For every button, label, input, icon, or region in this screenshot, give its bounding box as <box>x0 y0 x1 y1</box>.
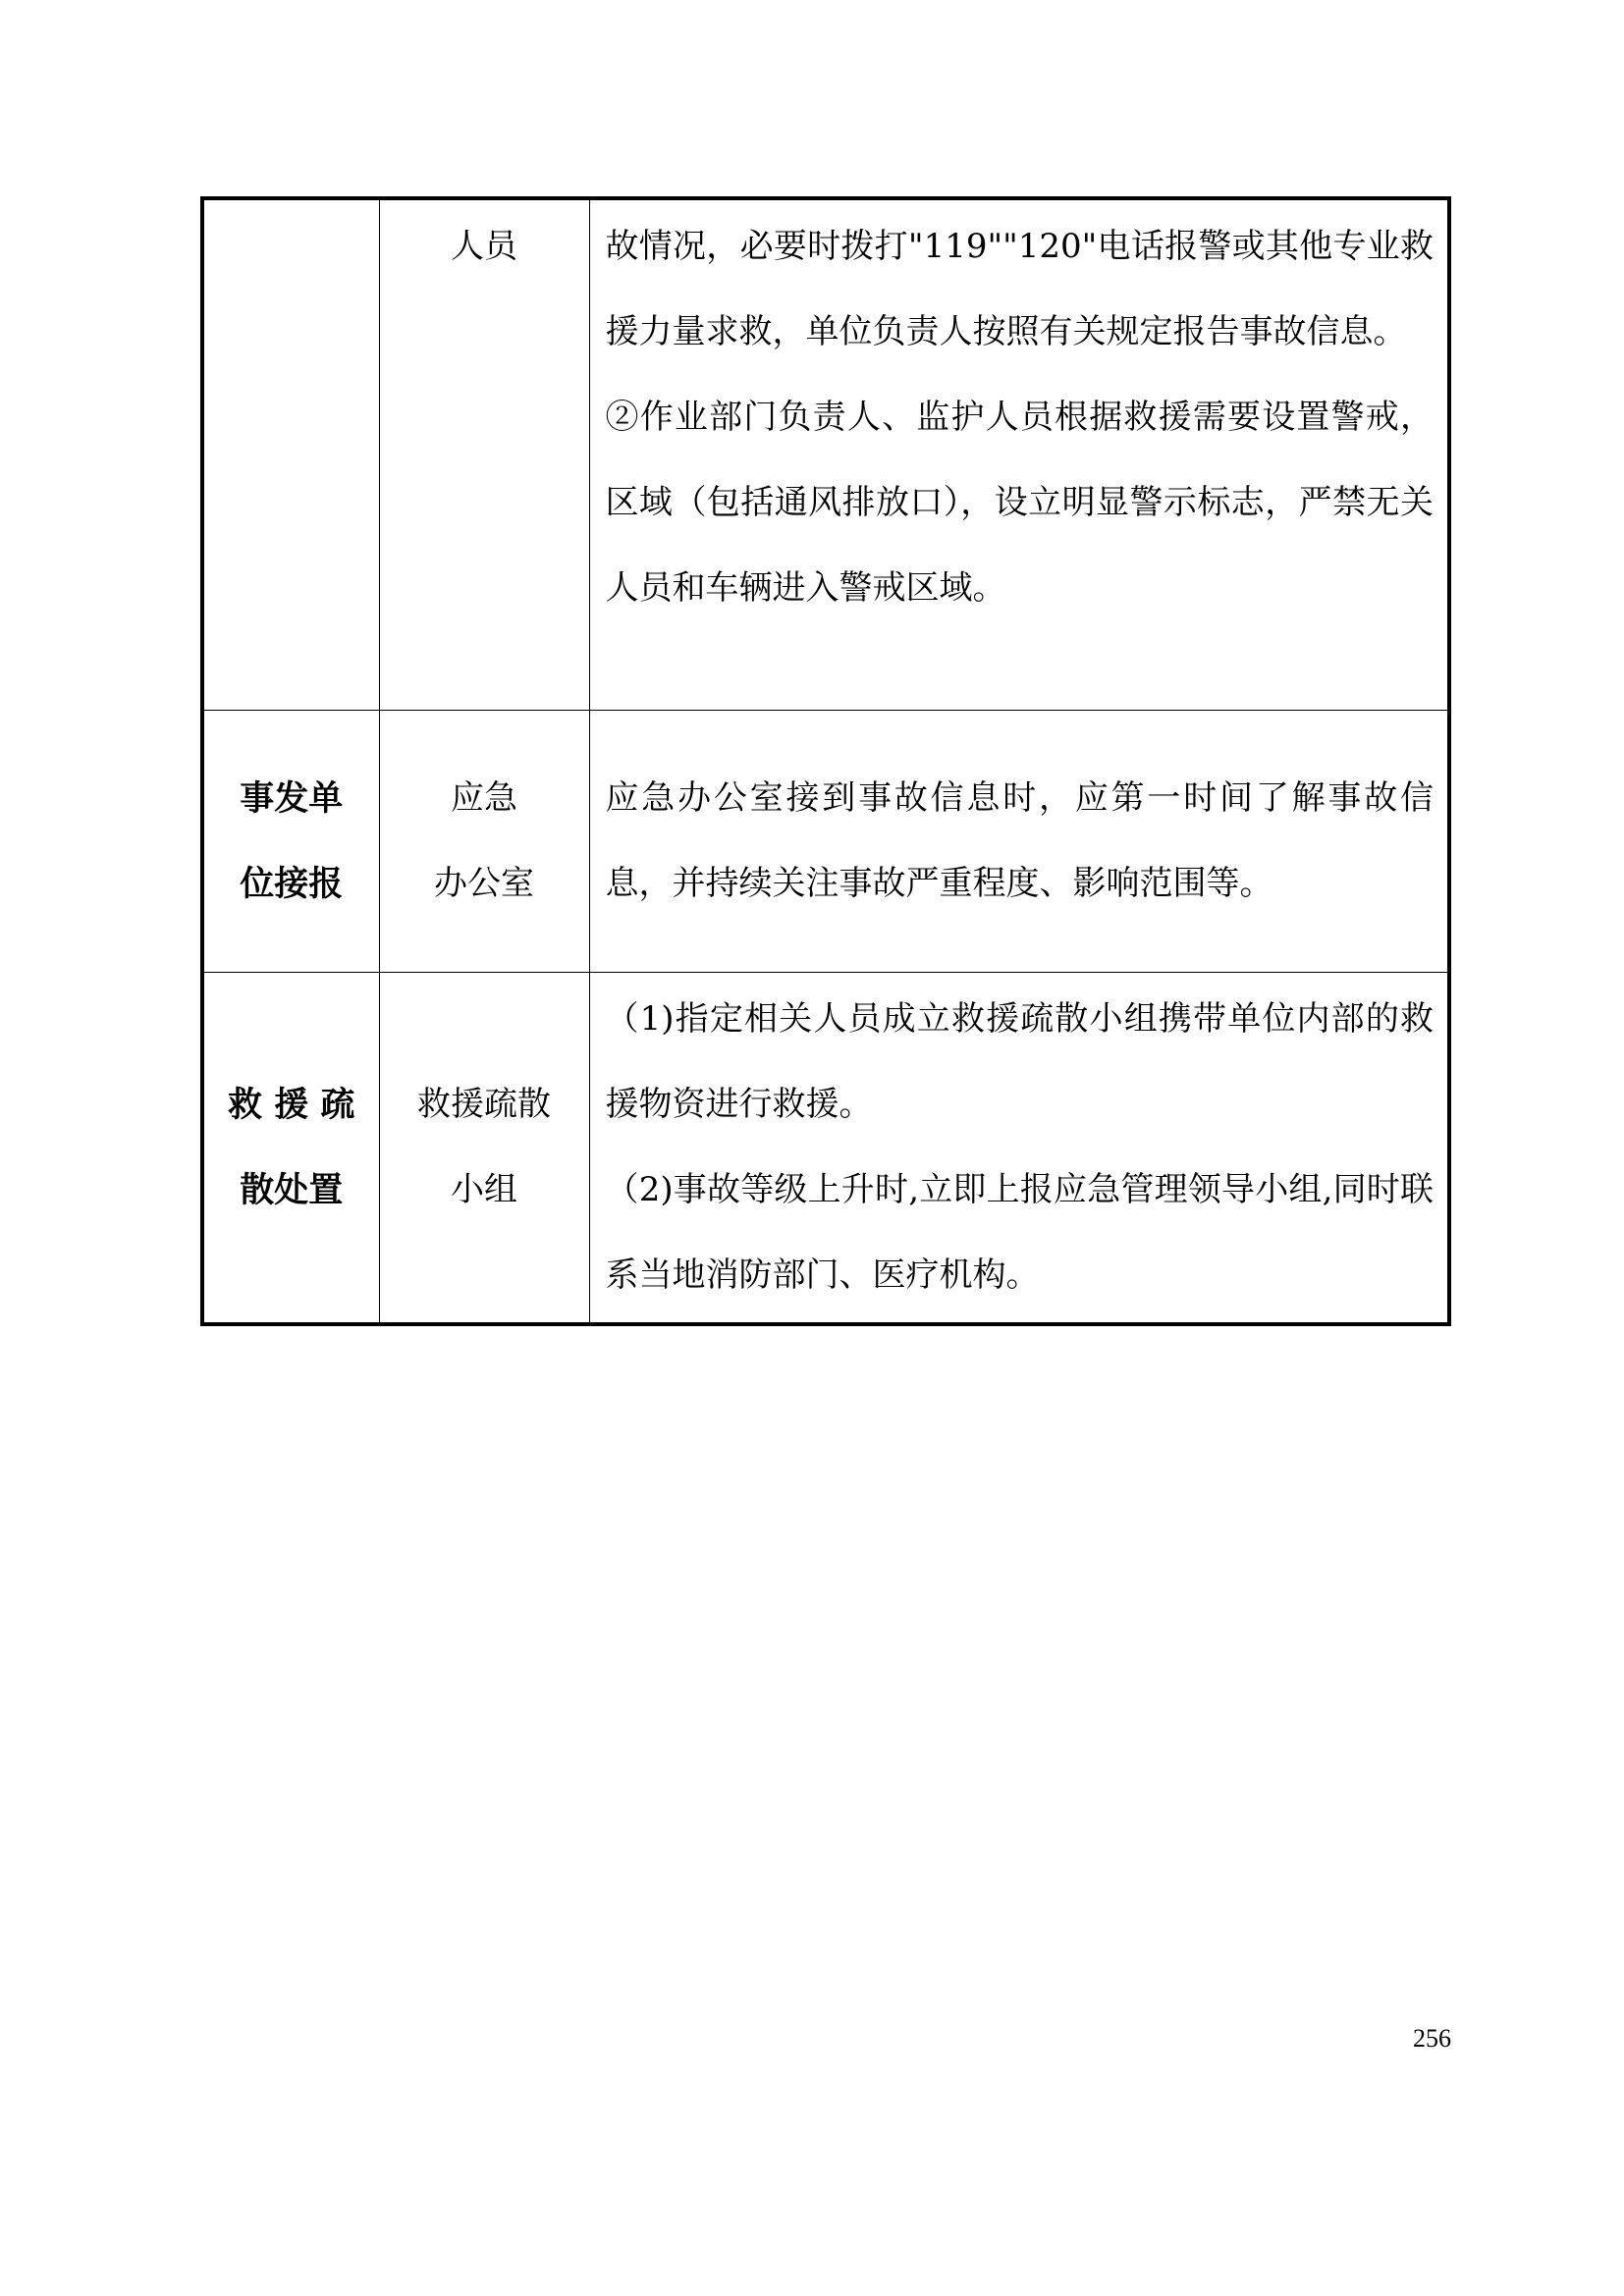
role-line: 人员 <box>451 227 517 266</box>
table-row <box>202 973 1449 1325</box>
role-line: 小组 <box>451 1170 517 1209</box>
role-line: 救援疏散 <box>417 1085 551 1124</box>
category-line: 事发单 <box>240 778 344 819</box>
role-cell <box>379 711 589 973</box>
table-row <box>202 198 1449 711</box>
category-cell <box>202 198 379 711</box>
page-number: 256 <box>1413 2024 1451 2053</box>
category-line: 救 援 疏 <box>228 1085 355 1125</box>
role-cell <box>379 973 589 1325</box>
role-line: 办公室 <box>434 864 534 903</box>
description-cell <box>589 198 1449 711</box>
emergency-response-table <box>200 196 1451 1326</box>
description-paragraph: （2)事故等级上升时,立即上报应急管理领导小组,同时联系当地消防部门、医疗机构。 <box>605 1170 1434 1295</box>
table-row <box>202 711 1449 973</box>
category-line: 散处置 <box>240 1170 344 1210</box>
role-cell <box>379 198 589 711</box>
category-line: 位接报 <box>240 864 344 904</box>
role-line: 应急 <box>451 778 517 818</box>
description-paragraph: ②作业部门负责人、监护人员根据救援需要设置警戒，区域（包括通风排放口），设立明显警示标志，严禁无关人员和车辆进入警戒区域。 <box>605 398 1434 608</box>
category-cell <box>202 711 379 973</box>
description-cell <box>589 973 1449 1325</box>
description-paragraph: 故情况，必要时拨打"119""120"电话报警或其他专业救援力量求救，单位负责人按照有关规定报告事故信息。 <box>605 227 1434 351</box>
description-paragraph: （1)指定相关人员成立救援疏散小组携带单位内部的救援物资进行救援。 <box>605 999 1434 1124</box>
category-cell <box>202 973 379 1325</box>
description-cell <box>589 711 1449 973</box>
description-paragraph: 应急办公室接到事故信息时，应第一时间了解事故信息，并持续关注事故严重程度、影响范围等。 <box>605 778 1434 903</box>
